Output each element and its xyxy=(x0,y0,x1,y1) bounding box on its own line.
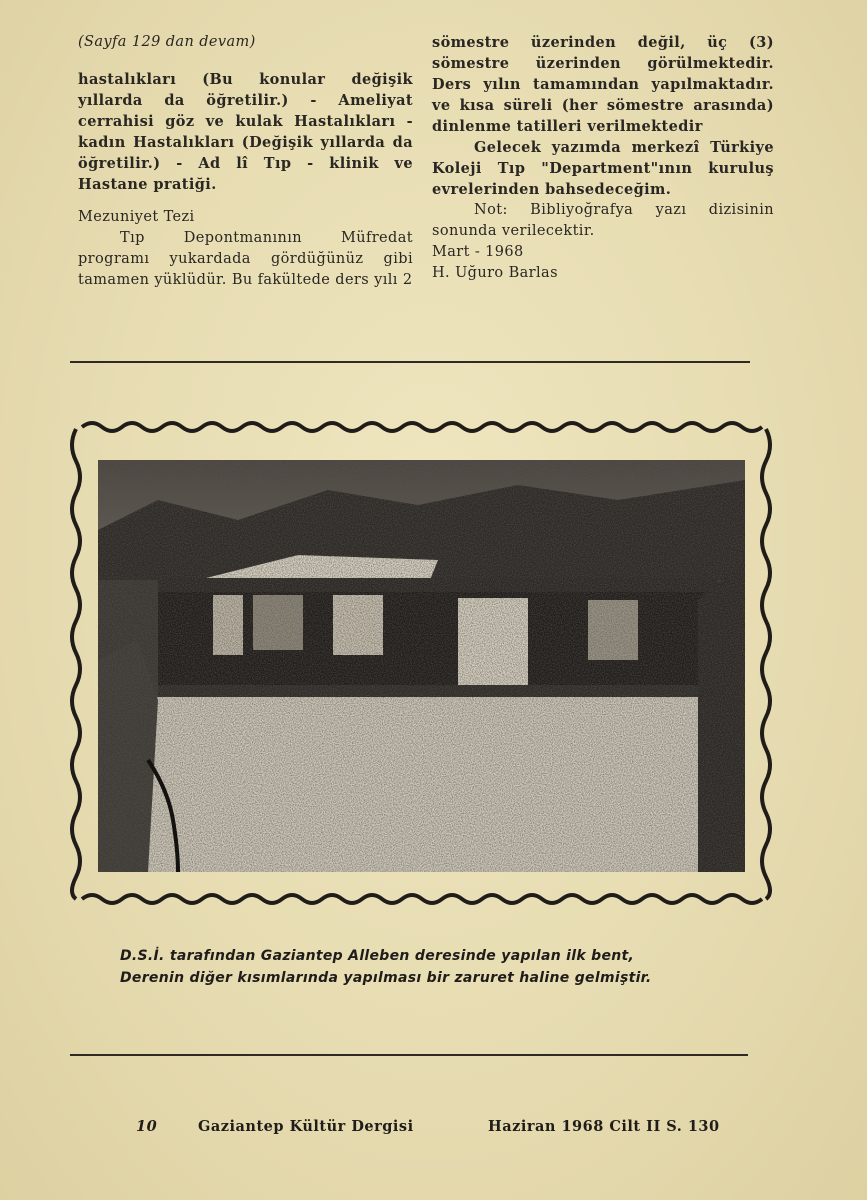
bibliography-note: Not: Bibliyoğrafya yazı dizisinin sonunda verilecektir. xyxy=(432,202,774,239)
article-author: H. Uğuro Barlas xyxy=(432,265,558,281)
caption-line-2: Derenin diğer kısımlarında yapılması bir zaruret haline gelmiştir. xyxy=(120,970,652,986)
next-article-paragraph: Gelecek yazımda merkezî Türkiye Koleji Tıp "Department"ının kuruluş evrelerinden bahsedeceğim. xyxy=(432,139,774,198)
left-text-column xyxy=(78,32,413,291)
curriculum-paragraph: hastalıkları (Bu konular değişik yıllarda da öğretilir.) - Ameliyat cerrahisi göz ve kulak Hastalıkları - kadın Hastalıkları (Değişik yıllarda da öğretilir.) - Ad lî Tıp - klinik ve Hastane pratiği. xyxy=(78,71,413,193)
article-date: Mart - 1968 xyxy=(432,244,524,260)
bottom-divider xyxy=(70,1054,748,1056)
continuation-note: (Sayfa 129 dan devam) xyxy=(78,34,256,50)
photo-caption xyxy=(120,945,730,989)
caption-line-1: D.S.İ. tarafından Gaziantep Alleben deresinde yapılan ilk bent, xyxy=(120,948,635,964)
page-number: 10 xyxy=(136,1118,158,1135)
right-text-column xyxy=(432,32,774,284)
issue-info: Haziran 1968 Cilt II S. 130 xyxy=(488,1118,720,1135)
top-divider xyxy=(70,361,750,363)
dam-photograph xyxy=(98,460,745,872)
thesis-heading: Mezuniyet Tezi xyxy=(78,209,195,225)
semester-paragraph: sömestre üzerinden değil, üç (3) sömestre üzerinden görülmektedir. Ders yılın tamamından yapılmaktadır. ve kısa süreli (her sömestre arasında) dinlenme tatilleri verilmektedir xyxy=(432,34,774,135)
program-paragraph: Tıp Depontmanının Müfredat programı yukardada gördüğünüz gibi tamamen yüklüdür. Bu fakültede ders yılı 2 xyxy=(78,230,413,288)
journal-name: Gaziantep Kültür Dergisi xyxy=(198,1118,414,1135)
